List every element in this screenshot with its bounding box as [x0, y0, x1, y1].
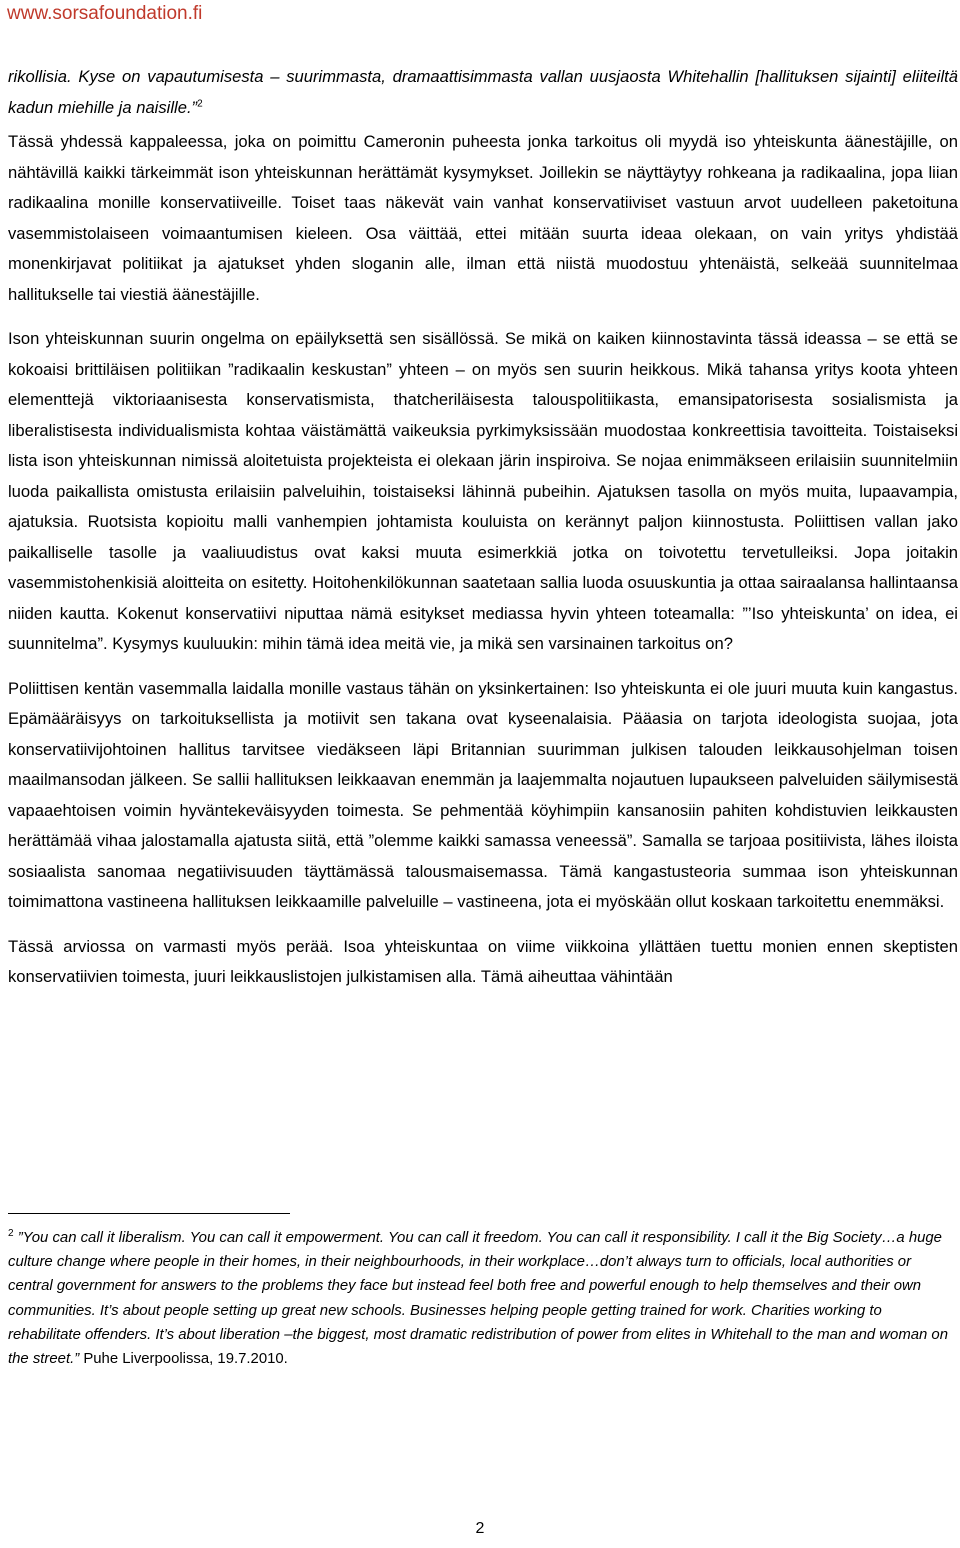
quote-text: rikollisia. Kyse on vapautumisesta – suurimmasta, dramaattisimmasta vallan uusjaosta Whitehallin [hallituksen sijainti] eliiteiltä kadun miehille ja naisille.”: [8, 67, 958, 117]
footnote-divider: [8, 1213, 290, 1214]
footnote-reference[interactable]: 2: [197, 97, 203, 109]
footnote-source: Puhe Liverpoolissa, 19.7.2010.: [83, 1351, 288, 1368]
footnote: [8, 1226, 954, 1371]
paragraph-quote-end: [8, 62, 958, 123]
document-body: [8, 62, 958, 1007]
footnote-quote: ”You can call it liberalism. You can call it empowerment. You can call it freedom. You can call it responsibility. I call it the Big Society…a huge culture change where people in their homes, in their neighbourhoods, in their workplace…don’t always turn to officials, local authorities or central government for answers to the problems they face but instead feel both free and powerful enough to help themselves and their own communities. It’s about people setting up great new schools. Businesses helping people getting trained for work. Charities working to rehabilitate offenders. It’s about liberation –the biggest, most dramatic redistribution of power from elites in Whitehall to the man and woman on the street.”: [8, 1230, 948, 1368]
paragraph-2: Tässä yhdessä kappaleessa, joka on poimittu Cameronin puheesta jonka tarkoitus oli myydä iso yhteiskunta äänestäjille, on nähtävillä kaikki tärkeimmät ison yhteiskunnan herättämät kysymykset. Joillekin se näyttäytyy rohkeana ja radikaalina, jopa liian radikaalina monille konservatiiveille. Toiset taas näkevät vain vanhat konservatiiviset vastuun arvot uudelleen paketoituna vasemmistolaiseen voimaantumisen kieleen. Osa väittää, ettei mitään suurta ideaa olekaan, on vain yritys yhdistää monenkirjavat politiikat ja ajatukset yhden sloganin alle, ilman että niistä muodostuu yhtenäistä, selkeää suunnitelmaa hallitukselle tai viestiä äänestäjille.: [8, 132, 958, 304]
page-number: 2: [475, 1520, 485, 1537]
paragraph-4: Poliittisen kentän vasemmalla laidalla monille vastaus tähän on yksinkertainen: Iso yhteiskunta ei ole juuri muuta kuin kangastus. Epämääräisyys on tarkoituksellista ja motiivit sen takana ovat kyseenalaisia. Pääasia on tarjota ideologista suojaa, jota konservatiivijohtoinen hallitus tarvitsee viedäkseen läpi Britannian suurimman julkisen talouden leikkausohjelman toisen maailmansodan jälkeen. Se sallii hallituksen leikkaavan enemmän ja laajemmalta nojautuen lupaukseen palveluiden säilymisestä vapaaehtoisen voimin hyväntekeväisyyden toimesta. Se pehmentää köyhimpiin kansanosiin pahiten kohdistuvien leikkausten herättämää vihaa jalostamalla ajatusta siitä, että ”olemme kaikki samassa veneessä”. Samalla se tarjoaa positiivista, lähes iloista sosiaalista sanomaa negatiivisuuden täyttämässä talousmaisemassa. Tämä kangastusteoria summaa ison yhteiskunnan toimimattona vastineena hallituksen leikkaamille palveluille – vastineena, jota ei myöskään ollut koskaan tarkoitettu enemmäksi.: [8, 678, 958, 911]
paragraph-5: Tässä arviossa on varmasti myös perää. Isoa yhteiskuntaa on viime viikkoina yllättäen tuettu monien ennen skeptisten konservatiivien toimesta, juuri leikkauslistojen julkistamisen alla. Tämä aiheuttaa vähintään: [8, 936, 958, 986]
footnote-number: 2: [8, 1228, 14, 1240]
paragraph-3: Ison yhteiskunnan suurin ongelma on epäilyksettä sen sisällössä. Se mikä on kaiken kiinnostavinta tässä ideassa – se että se kokoaisi brittiläisen politiikan ”radikaalin keskustan” yhteen – on myös sen suurin heikkous. Mikä tahansa yritys koota yhteen elementtejä viktoriaanisesta konservatismista, thatcheriläisesta talouspolitiikasta, emansipatorisesta sosialismista ja liberalistisesta individualismista kohtaa väistämättä vaikeuksia pyrkimyksissään muodostaa konkreettisia tavoitteita. Toistaiseksi lista ison yhteiskunnan nimissä aloitetuista projekteista ei olekaan järin inspiroiva. Se nojaa enimmäkseen erilaisiin suunnitelmiin luoda paikallista omistusta erilaisiin palveluihin, toistaiseksi lähinnä pubeihin. Ajatuksen tasolla on myös muita, lupaavampia, ajatuksia. Ruotsista kopioitu malli vanhempien johtamista kouluista on kerännyt paljon kiinnostusta. Poliittisen vallan jako paikalliselle tasolle ja vaaliuudistus ovat kaksi muuta esimerkkiä jotka on toivotettu tervetulleiksi. Jopa joitakin vasemmistohenkisiä aloitteita on esitetty. Hoitohenkilökunnan saatetaan sallia luoda osuuskuntia ja ottaa sairaalansa hallintaansa niiden kautta. Kokenut konservatiivi niputtaa nämä esitykset mediassa hyvin yhteen toteamalla: ”’Iso yhteiskunta’ on idea, ei suunnitelma”. Kysymys kuuluukin: mihin tämä idea meitä vie, ja mikä sen varsinainen tarkoitus on?: [8, 329, 958, 653]
site-url-header[interactable]: www.sorsafoundation.fi: [7, 3, 203, 24]
